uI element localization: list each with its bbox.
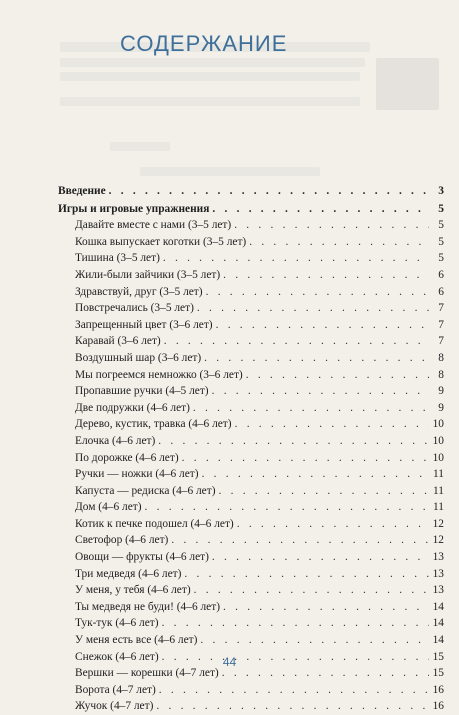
toc-entry (58, 466, 444, 483)
toc-page-number: 9 (438, 385, 444, 398)
toc-entry (58, 217, 444, 234)
toc-page-number: 10 (432, 418, 444, 431)
toc-section-title: Введение (58, 185, 106, 197)
dot-leader (246, 367, 429, 384)
toc-page-number: 7 (438, 318, 444, 331)
dot-leader (223, 267, 429, 284)
toc-entry-title: Елочка (4–6 лет) (75, 434, 156, 447)
toc-entry-title: Тишина (3–5 лет) (75, 252, 160, 265)
table-of-contents (58, 183, 444, 715)
toc-page-number: 5 (438, 219, 444, 232)
dot-leader (193, 400, 429, 417)
dot-leader (235, 416, 429, 433)
toc-entry-title: Запрещенный цвет (3–6 лет) (75, 318, 213, 331)
toc-entry-title: У меня, у тебя (4–6 лет) (75, 584, 191, 597)
toc-entry (58, 367, 444, 384)
dot-leader (109, 183, 429, 200)
toc-entry (58, 433, 444, 450)
bleed-through-text (60, 58, 365, 67)
toc-entry (58, 532, 444, 549)
toc-entry (58, 615, 444, 632)
dot-leader (171, 532, 429, 549)
dot-leader (212, 549, 429, 566)
toc-entry (58, 400, 444, 417)
dot-leader (200, 632, 429, 649)
toc-entry (58, 516, 444, 533)
dot-leader (194, 582, 429, 599)
toc-page-number: 15 (432, 650, 444, 663)
toc-entry-title: Мы погреемся немножко (3–6 лет) (75, 368, 243, 381)
dot-leader (204, 350, 429, 367)
toc-page-number: 6 (438, 268, 444, 281)
dot-leader (182, 450, 429, 467)
toc-page-number: 12 (432, 534, 444, 547)
toc-entry-title: Каравай (3–6 лет) (75, 335, 161, 348)
dot-leader (164, 333, 429, 350)
toc-entry (58, 234, 444, 251)
toc-page-number: 8 (438, 351, 444, 364)
toc-entry-title: Здравствуй, друг (3–5 лет) (75, 285, 203, 298)
toc-page-number: 16 (432, 683, 444, 696)
toc-entry-title: Дерево, кустик, травка (4–6 лет) (75, 418, 232, 431)
dot-leader (219, 483, 429, 500)
toc-entry-title: Повстречались (3–5 лет) (75, 302, 194, 315)
toc-entry-title: Две подружки (4–6 лет) (75, 401, 190, 414)
dot-leader (197, 300, 429, 317)
dot-leader (216, 317, 429, 334)
dot-leader (156, 698, 429, 715)
bleed-through-image (376, 58, 439, 110)
dot-leader (159, 682, 429, 699)
dot-leader (162, 615, 429, 632)
toc-entry-title: Тук-тук (4–6 лет) (75, 617, 159, 630)
toc-entry (58, 350, 444, 367)
toc-entry-title: У меня есть все (4–6 лет) (75, 634, 198, 647)
toc-page-number: 16 (432, 700, 444, 713)
dot-leader (234, 217, 429, 234)
toc-entry (58, 383, 444, 400)
toc-page-number: 11 (433, 484, 444, 497)
page-number: 44 (222, 655, 237, 669)
toc-entry (58, 582, 444, 599)
toc-entry (58, 450, 444, 467)
bleed-through-text (110, 142, 170, 151)
dot-leader (212, 383, 429, 400)
toc-entry-title: Котик к печке подошел (4–6 лет) (75, 517, 234, 530)
bleed-through-text (140, 167, 320, 176)
toc-page-number: 14 (432, 600, 444, 613)
toc-entry-title: Вершки — корешки (4–7 лет) (75, 667, 219, 680)
toc-entry-title: Три медведя (4–6 лет) (75, 567, 182, 580)
toc-entry-title: Светофор (4–6 лет) (75, 534, 169, 547)
toc-entry-title: Снежок (4–6 лет) (75, 650, 159, 663)
toc-entry-title: Жучок (4–7 лет) (75, 700, 154, 713)
toc-entry (58, 284, 444, 301)
toc-page-number: 14 (432, 617, 444, 630)
toc-page-number: 7 (438, 302, 444, 315)
toc-entry (58, 698, 444, 715)
toc-entry (58, 250, 444, 267)
toc-page-number: 13 (432, 551, 444, 564)
toc-entry (58, 317, 444, 334)
toc-page-number: 7 (438, 335, 444, 348)
toc-entry (58, 267, 444, 284)
toc-entry-title: Дом (4–6 лет) (75, 501, 142, 514)
toc-section (58, 183, 444, 200)
toc-entry-title: По дорожке (4–6 лет) (75, 451, 179, 464)
toc-entry (58, 483, 444, 500)
toc-page-number: 10 (432, 451, 444, 464)
toc-entry-title: Пропавшие ручки (4–5 лет) (75, 385, 209, 398)
toc-page-number: 11 (433, 501, 444, 514)
toc-page-number: 15 (432, 667, 444, 680)
toc-page-number: 13 (432, 584, 444, 597)
dot-leader (212, 201, 429, 218)
dot-leader (163, 250, 429, 267)
toc-page-number: 5 (438, 202, 444, 215)
toc-page-number: 6 (438, 285, 444, 298)
toc-page-number: 9 (438, 401, 444, 414)
toc-page-number: 13 (432, 567, 444, 580)
toc-entry-title: Воздушный шар (3–6 лет) (75, 351, 202, 364)
toc-entry-title: Давайте вместе с нами (3–5 лет) (75, 219, 232, 232)
toc-page-number: 10 (432, 434, 444, 447)
dot-leader (145, 499, 429, 516)
toc-page-number: 5 (438, 235, 444, 248)
dot-leader (223, 599, 429, 616)
toc-entry-title: Ты медведя не буди! (4–6 лет) (75, 600, 221, 613)
toc-entry-title: Капуста — редиска (4–6 лет) (75, 484, 216, 497)
toc-section-title: Игры и игровые упражнения (58, 202, 210, 215)
toc-entry (58, 682, 444, 699)
bleed-through-text (60, 97, 360, 106)
toc-entry (58, 333, 444, 350)
dot-leader (206, 284, 429, 301)
toc-entry-title: Ручки — ножки (4–6 лет) (75, 468, 199, 481)
toc-entry (58, 599, 444, 616)
toc-entry-title: Ворота (4–7 лет) (75, 683, 156, 696)
toc-entry (58, 300, 444, 317)
dot-leader (237, 516, 429, 533)
dot-leader (202, 466, 429, 483)
toc-entry-title: Кошка выпускает коготки (3–5 лет) (75, 235, 247, 248)
bleed-through-text (60, 72, 360, 81)
dot-leader (158, 433, 429, 450)
toc-entry (58, 549, 444, 566)
toc-page-number: 5 (438, 252, 444, 265)
dot-leader (249, 234, 429, 251)
toc-entry (58, 416, 444, 433)
dot-leader (184, 566, 429, 583)
toc-entry-title: Овощи — фрукты (4–6 лет) (75, 551, 209, 564)
toc-entry (58, 632, 444, 649)
toc-page-number: 8 (438, 368, 444, 381)
toc-page-number: 3 (438, 185, 444, 197)
toc-entry (58, 499, 444, 516)
toc-page-number: 14 (432, 634, 444, 647)
toc-page-number: 12 (432, 517, 444, 530)
page-title: СОДЕРЖАНИЕ (120, 31, 288, 56)
toc-entry (58, 566, 444, 583)
toc-page-number: 11 (433, 468, 444, 481)
toc-entry-title: Жили-были зайчики (3–5 лет) (75, 268, 221, 281)
toc-section (58, 201, 444, 218)
